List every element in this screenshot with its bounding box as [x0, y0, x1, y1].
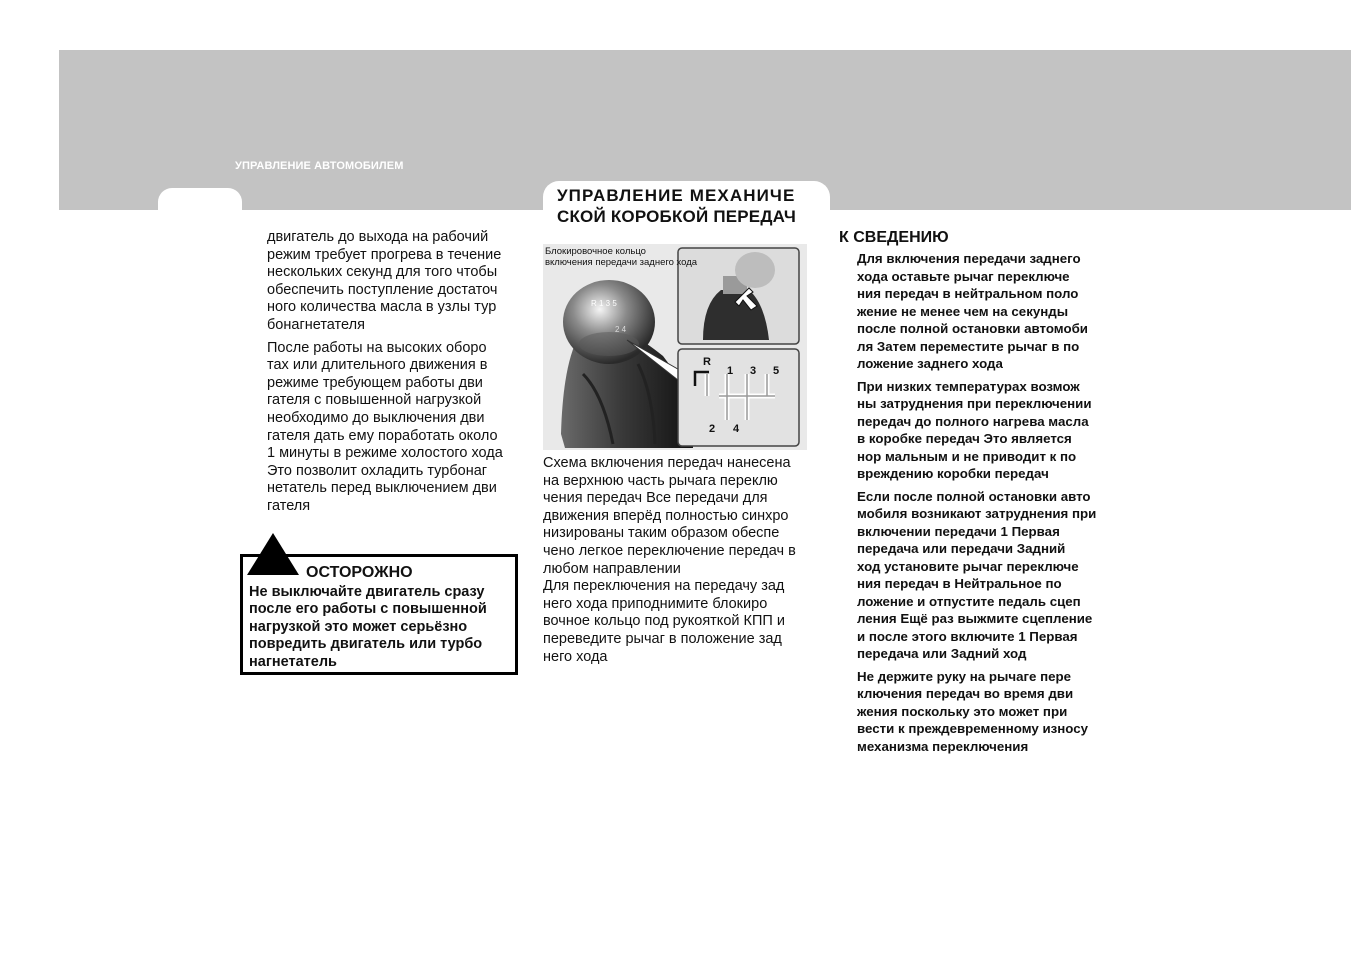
knob-label-top: R 1 3 5	[591, 299, 617, 308]
text-line: нескольких секунд для того чтобы	[267, 264, 498, 281]
note-line: ключения передач во время дви	[857, 686, 1074, 701]
pattern-label-5: 5	[773, 365, 780, 377]
pattern-label-2: 2	[709, 423, 716, 435]
text-line: вочное кольцо под рукояткой КПП и	[543, 613, 785, 630]
note-line: Для включения передачи заднего	[857, 251, 1081, 266]
note-line: При низких температурах возмож	[857, 378, 1080, 394]
text-line: необходимо до выключения дви	[267, 409, 485, 426]
page-number-tab	[158, 188, 242, 218]
note-line: после полной остановки автомоби	[857, 321, 1088, 336]
warning-line: повредить двигатель или турбо	[249, 636, 483, 653]
caption-line: Блокировочное кольцо	[545, 246, 646, 257]
figure-caption	[545, 246, 697, 268]
note-line: Если после полной остановки авто	[857, 488, 1091, 504]
note-line: мобиля возникают затруднения при	[857, 506, 1097, 521]
warning-line: Не выключайте двигатель сразу	[249, 584, 485, 600]
note-line: ход установите рычаг переключе	[857, 558, 1079, 574]
gear-shift-illustration	[543, 244, 807, 450]
text-line: него хода	[543, 648, 608, 665]
page-title-line-2: СКОЙ КОРОБКОЙ ПЕРЕДАЧ	[557, 207, 796, 226]
note-line: ния передач в нейтральном поло	[857, 286, 1079, 301]
note-line: ложение и отпустите педаль сцеп	[857, 593, 1081, 609]
note-title: К СВЕДЕНИЮ	[839, 229, 949, 246]
text-line: чено легкое переключение передач в	[543, 542, 796, 559]
text-line: нетатель перед выключением дви	[267, 480, 497, 497]
caption-line: включения передачи заднего хода	[545, 257, 698, 268]
note-line: передача или передачи Задний	[857, 541, 1066, 556]
text-line: ного количества масла в узлы тур	[267, 299, 497, 316]
pattern-label-4: 4	[733, 423, 740, 435]
note-line: хода оставьте рычаг переключе	[857, 268, 1070, 284]
note-line: и после этого включите 1 Первая	[857, 628, 1078, 644]
text-line: После работы на высоких оборо	[267, 339, 487, 356]
note-line: ления Ещё раз выжмите сцепление	[857, 611, 1093, 626]
note-line: ния передач в Нейтральное по	[857, 576, 1062, 591]
pattern-label-r: R	[703, 356, 711, 368]
left-column-text	[267, 229, 503, 516]
knob-label-bottom: 2 4	[615, 325, 627, 334]
text-line: бонагнетателя	[267, 316, 365, 333]
text-line: гателя	[267, 497, 311, 514]
warning-line: нагрузкой это может серьёзно	[249, 618, 468, 635]
text-line: обеспечить поступление достаточ	[267, 281, 498, 298]
text-line: переведите рычаг в положение зад	[543, 630, 782, 647]
note-line: включении передачи 1 Первая	[857, 523, 1060, 539]
text-line: режим требует прогрева в течение	[267, 246, 502, 263]
gear-shift-figure	[543, 244, 807, 450]
note-line: жение не менее чем на секунды	[857, 303, 1069, 319]
text-line: любом направлении	[543, 560, 681, 577]
text-line: гателя дать ему поработать около	[267, 427, 498, 444]
text-line: чения передач Все передачи для	[543, 490, 768, 507]
warning-line: нагнетатель	[249, 653, 337, 670]
text-line: режиме требующем работы дви	[267, 374, 483, 391]
text-line: на верхнюю часть рычага переклю	[543, 472, 778, 489]
text-line: тах или длительного движения в	[267, 357, 488, 374]
text-line: него хода приподнимите блокиро	[543, 595, 768, 612]
note-line: в коробке передач Это является	[857, 431, 1072, 446]
text-line: гателя с повышенной нагрузкой	[267, 392, 482, 409]
note-line: жения поскольку это может при	[857, 703, 1068, 719]
page-title-line-1: УПРАВЛЕНИЕ МЕХАНИЧЕ	[557, 186, 796, 205]
note-line: вести к преждевременному износу	[857, 721, 1089, 736]
note-line: передач до полного нагрева масла	[857, 413, 1089, 429]
text-line: движения вперёд полностью синхро	[543, 507, 789, 524]
text-line: Для переключения на передачу зад	[543, 578, 785, 595]
pattern-label-3: 3	[750, 365, 757, 377]
note-line: механизма переключения	[857, 738, 1029, 754]
warning-title: ОСТОРОЖНО	[306, 564, 413, 581]
text-line: 1 минуты в режиме холостого хода	[267, 445, 503, 462]
text-line: двигатель до выхода на рабочий	[267, 229, 489, 245]
pattern-label-1: 1	[727, 365, 734, 377]
text-line: Схема включения передач нанесена	[543, 455, 791, 471]
warning-line: после его работы с повышенной	[249, 601, 487, 618]
note-line: вреждению коробки передач	[857, 466, 1049, 481]
middle-column-text	[543, 455, 796, 666]
note-line: Не держите руку на рычаге пере	[857, 668, 1072, 684]
note-line: нор мальным и не приводит к по	[857, 448, 1077, 464]
note-line: ля Затем переместите рычаг в по	[857, 338, 1080, 354]
note-text	[857, 250, 1096, 755]
warning-text	[249, 584, 487, 671]
text-line: низированы таким образом обеспе	[543, 525, 780, 542]
text-line: Это позволит охладить турбонаг	[267, 462, 488, 479]
note-line: передача или Задний ход	[857, 646, 1027, 661]
note-line: ны затруднения при переключении	[857, 396, 1092, 411]
section-label: УПРАВЛЕНИЕ АВТОМОБИЛЕМ	[235, 160, 404, 172]
note-line: ложение заднего хода	[857, 356, 1003, 371]
warning-triangle-icon	[246, 532, 300, 576]
